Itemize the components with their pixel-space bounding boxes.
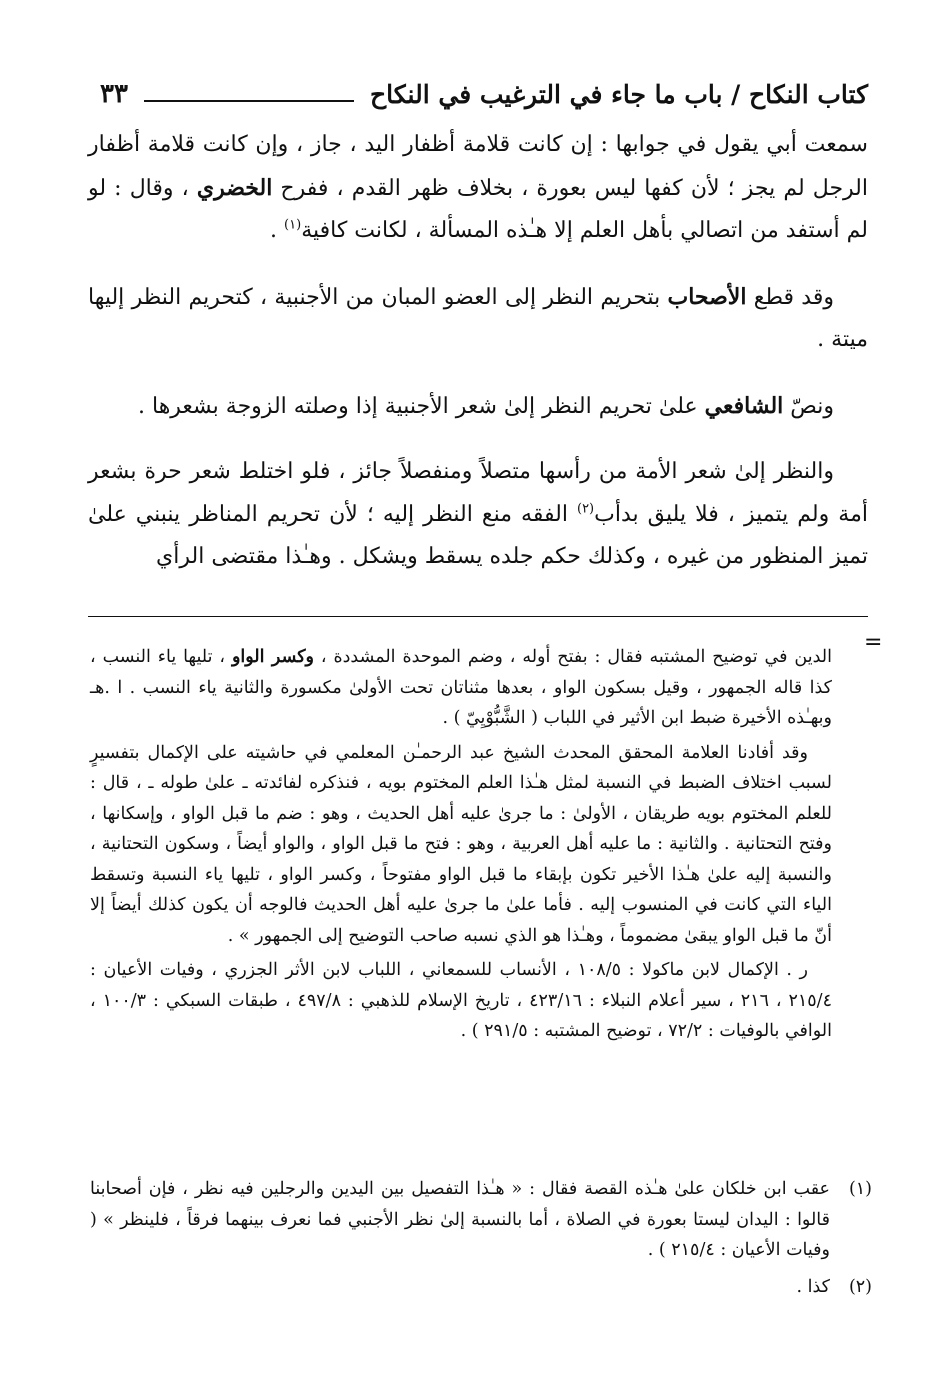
footnote-ref-1[interactable]: (١) xyxy=(284,217,302,233)
p3-text-a: ونصّ xyxy=(783,393,834,419)
p1-text-a: سمعت أبي يقول في جوابها : إن كانت قلامة أظفار اليد ، جاز ، وإن كانت قلامة أظفار الرجل لم يجز ؛ لأن كفها ليس بعورة ، بخلاف ظهر القدم ، ففرح xyxy=(88,132,868,201)
p3-text-b: علىٰ تحريم النظر إلىٰ شعر الأجنبية إذا وصلته الزوجة بشعرها . xyxy=(138,393,705,419)
footnote-separator xyxy=(88,616,868,617)
paragraph-2 xyxy=(88,276,868,362)
footnote-text: كذا . xyxy=(796,1276,830,1297)
p1-text-b: ، وقال : لو لم أستفد من اتصالي بأهل العلم إلا هـٰذه المسألة ، لكانت كافية xyxy=(88,175,868,243)
paragraph-3 xyxy=(88,385,868,429)
continuation-mark: = xyxy=(864,630,883,655)
fn1-bold: وكسر الواو xyxy=(231,647,314,667)
header-title: كتاب النكاح / باب ما جاء في الترغيب في النكاح xyxy=(370,79,868,109)
p3-bold-name: الشافعي xyxy=(704,392,784,419)
p2-bold-term: الأصحاب xyxy=(667,283,747,310)
footnote-text: عقب ابن خلكان علىٰ هـٰذه القصة فقال : « هـٰذا التفصيل بين اليدين والرجلين فيه نظر ، فإن أصحابنا قالوا : اليدان ليستا بعورة في الصلاة ، أما بالنسبة إلىٰ نظر الأجنبي فما نعرف بينهما فرقاً ، فلينظر » ( وفيات الأعيان : ٢١٥/٤ ) . xyxy=(90,1179,830,1260)
header-rule xyxy=(144,100,354,102)
continued-footnote xyxy=(90,642,832,1051)
footnote-2 xyxy=(90,1272,872,1303)
footnote-1 xyxy=(90,1174,872,1266)
footnotes-list xyxy=(90,1174,872,1308)
footnote-number: (٢) xyxy=(848,1276,872,1297)
fn1-text-a: الدين في توضيح المشتبه فقال : بفتح أوله ، وضم الموحدة المشددة ، xyxy=(313,647,832,667)
footnote-para-3: ر . الإكمال لابن ماكولا : ١٠٨/٥ ، الأنساب للسمعاني ، اللباب لابن الأثر الجزري ، وفيات الأعيان : ٢١٥/٤ ، ٢١٦ ، سير أعلام النبلاء : ٤٢٣/١٦ ، تاريخ الإسلام للذهبي : ٤٩٧/٨ ، طبقات السبكي : ١٠٠/٣ ، الوافي بالوفيات : ٧٢/٢ ، توضيح المشتبه : ٢٩١/٥ ) . xyxy=(90,960,832,1041)
paragraph-4 xyxy=(88,451,868,579)
p1-text-c: . xyxy=(270,218,285,243)
footnote-ref-2[interactable]: (٢) xyxy=(576,501,595,517)
p4-text-b: الفقه منع النظر إليه ؛ لأن تحريم المناظر ينبني علىٰ تميز المنظور من غيره ، وكذلك حكم جلده يسقط ويشكل . وهـٰذا مقتضى الرأي xyxy=(88,501,868,569)
footnote-para-2: وقد أفادنا العلامة المحقق المحدث الشيخ عبد الرحمـٰن المعلمي في حاشيته على الإكمال بتفسيرٍ لسبب اختلاف الضبط في النسبة لمثل هـٰذا العلم المختوم بويه ، فنذكره لفائدته ـ علىٰ طوله ـ ، قال : للعلم المختوم بويه طريقان ، الأولىٰ : ما جرىٰ عليه أهل الحديث ، وهو : ضم ما قبل الواو ، وإسكانها ، وفتح التحتانية . والثانية : ما عليه أهل العربية ، وهو : فتح ما قبل الواو ، والواو أيضاً ، وسكون التحتانية ، والنسبة إليه علىٰ هـٰذا الأخير تكون بإبقاء ما قبل الواو مفتوحاً ، وكسر الواو ، تليها ياء النسبة وتسقط الياء التي كانت في المنسوب إليه . فأما علىٰ ما جرىٰ عليه أهل الحديث فالوجه أن يكون كذلك أيضاً إلا أنّ ما قبل الواو يبقىٰ مضموماً ، وهـٰذا هو الذي نسبه صاحب التوضيح إلى الجمهور » . xyxy=(90,742,832,946)
footnote-number: (١) xyxy=(848,1179,872,1199)
paragraph-1 xyxy=(88,124,868,253)
footnote-para-1 xyxy=(90,642,832,734)
p2-text-a: وقد قطع xyxy=(746,284,834,310)
running-header xyxy=(100,72,868,116)
p2-text-b: بتحريم النظر إلى العضو المبان من الأجنبية ، كتحريم النظر إليها ميتة . xyxy=(88,284,868,352)
p1-bold-name: الخضري xyxy=(196,174,273,201)
p4-text-a: والنظر إلىٰ شعر الأمة من رأسها متصلاً ومنفصلاً جائز ، فلو اختلط شعر حرة بشعر أمة ولم يتميز ، فلا يليق بدأب xyxy=(88,459,868,527)
fn1-text-b: ، تليها ياء النسب ، كذا قاله الجمهور ، وقيل بسكون الواو ، بعدها مثناتان تحت الأولىٰ مكسورة والثانية ياء النسب . ا .هـ وبهـٰذه الأخيرة ضبط ابن الأثير في اللباب ( الشَّبُّوْيِيّ ) . xyxy=(90,647,832,728)
main-text xyxy=(88,124,868,602)
page-number: ٣٣ xyxy=(100,79,128,109)
